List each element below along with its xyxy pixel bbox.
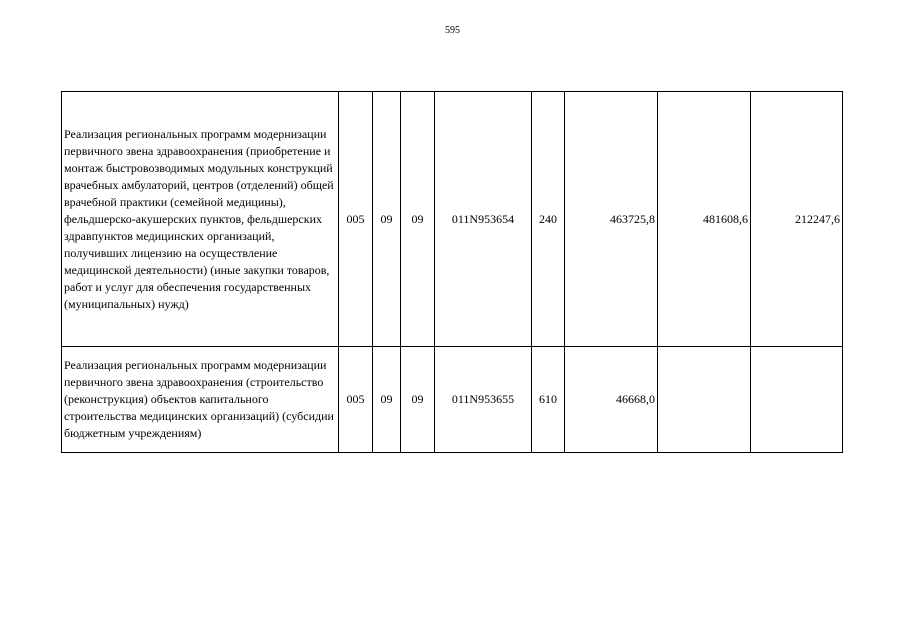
sum-3-cell: 212247,6	[751, 92, 843, 347]
sum-2-cell: 481608,6	[658, 92, 751, 347]
section-code-cell: 09	[373, 92, 401, 347]
table-row	[62, 347, 843, 453]
section-code-cell: 09	[373, 347, 401, 453]
expense-type-cell: 240	[532, 92, 565, 347]
subsection-code-cell: 09	[401, 92, 435, 347]
ministry-code-cell: 005	[339, 92, 373, 347]
page-number: 595	[445, 25, 460, 36]
table-row	[62, 92, 843, 347]
subsection-code-cell: 09	[401, 347, 435, 453]
sum-2-cell	[658, 347, 751, 453]
target-article-cell: 011N953654	[435, 92, 532, 347]
budget-table	[61, 91, 843, 453]
row-name-cell: Реализация региональных программ модернизации первичного звена здравоохранения (строительство (реконструкция) объектов капитального строительства медицинских организаций) (субсидии бюджетным учреждениям)	[62, 347, 339, 453]
expense-type-cell: 610	[532, 347, 565, 453]
sum-3-cell	[751, 347, 843, 453]
target-article-cell: 011N953655	[435, 347, 532, 453]
sum-1-cell: 46668,0	[565, 347, 658, 453]
sum-1-cell: 463725,8	[565, 92, 658, 347]
ministry-code-cell: 005	[339, 347, 373, 453]
row-name-cell: Реализация региональных программ модернизации первичного звена здравоохранения (приобретение и монтаж быстровозводимых модульных конструкций врачебных амбулаторий, центров (отделений) общей врачебной практики (семейной медицины), фельдшерско-акушерских пунктов, фельдшерских здравпунктов медицинских организаций, получивших лицензию на осуществление медицинской деятельности) (иные закупки товаров, работ и услуг для обеспечения государственных (муниципальных) нужд)	[62, 92, 339, 347]
